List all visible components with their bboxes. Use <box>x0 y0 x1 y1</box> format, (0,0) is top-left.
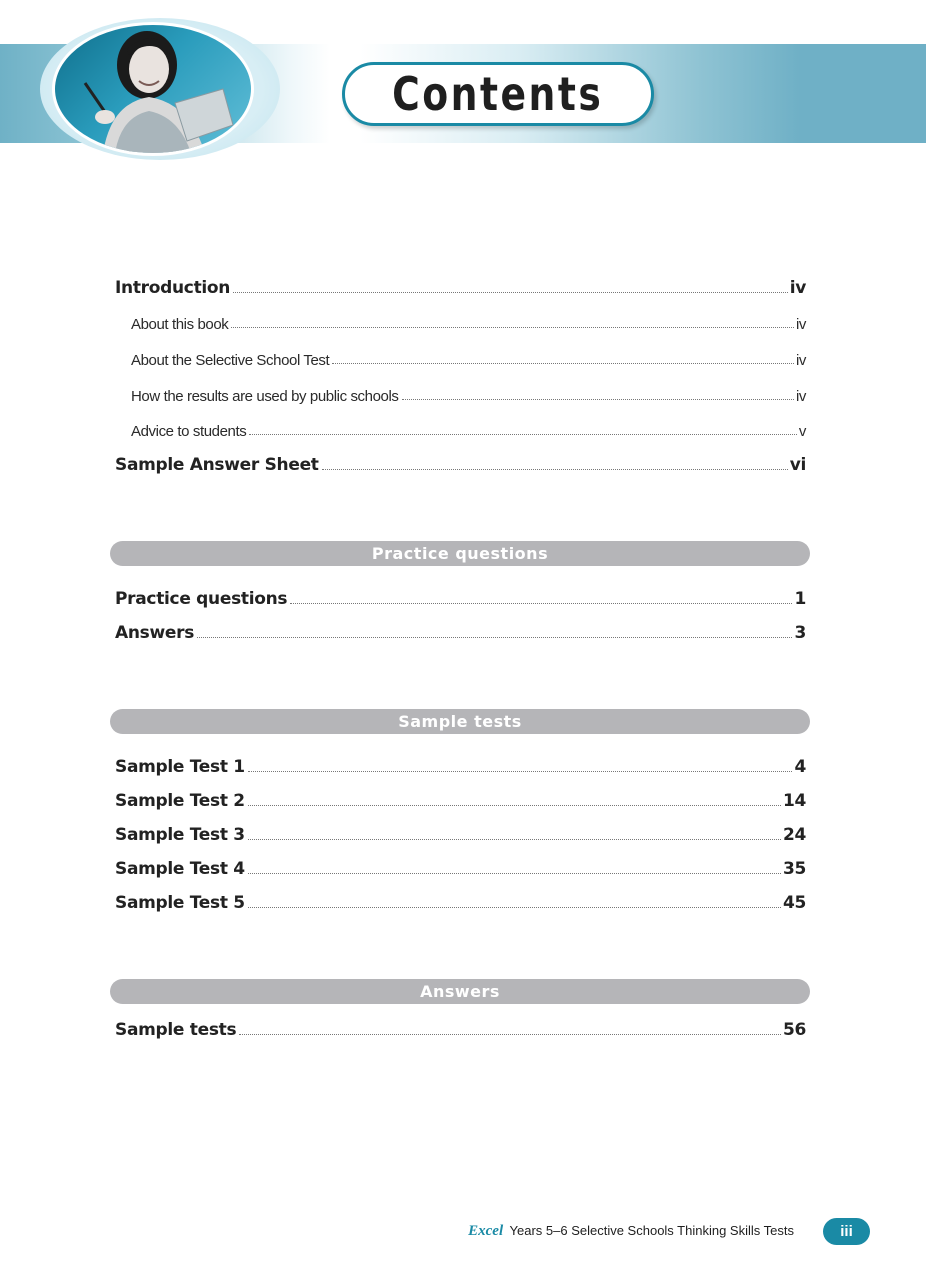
dot-leader <box>332 362 794 364</box>
toc-row[interactable] <box>131 416 806 440</box>
toc-label: Answers <box>115 623 195 643</box>
toc-page: iv <box>795 316 806 333</box>
toc-label: About this book <box>131 316 229 333</box>
footer-brand: Excel <box>468 1223 504 1239</box>
toc-page: 56 <box>782 1020 806 1040</box>
toc-row[interactable] <box>115 889 806 913</box>
dot-leader <box>290 602 792 604</box>
student-photo <box>52 22 254 156</box>
dot-leader <box>197 636 792 638</box>
toc-label: About the Selective School Test <box>131 352 330 369</box>
title-pill <box>342 62 654 126</box>
dot-leader <box>322 468 788 470</box>
dot-leader <box>239 1033 781 1035</box>
dot-leader <box>248 872 781 874</box>
toc-page: 14 <box>782 791 806 811</box>
toc-page: 24 <box>782 825 806 845</box>
page-number-badge: iii <box>823 1218 870 1245</box>
toc-page: 4 <box>794 757 806 777</box>
toc-page: vi <box>789 455 806 475</box>
dot-leader <box>248 906 781 908</box>
footer <box>468 1223 794 1240</box>
toc-page: iv <box>795 388 806 405</box>
toc-row[interactable] <box>115 451 806 475</box>
toc-row[interactable] <box>115 753 806 777</box>
toc-row[interactable] <box>115 787 806 811</box>
page-title: Contents <box>392 67 604 121</box>
student-illustration <box>55 25 251 153</box>
dot-leader <box>233 291 788 293</box>
toc-label: Sample tests <box>115 1020 237 1040</box>
toc-label: Sample Test 3 <box>115 825 245 845</box>
dot-leader <box>231 326 794 328</box>
toc-label: Sample Test 1 <box>115 757 245 777</box>
dot-leader <box>249 433 797 435</box>
toc-row[interactable] <box>131 345 806 369</box>
toc-label: Sample Test 2 <box>115 791 245 811</box>
toc-label: Introduction <box>115 278 231 298</box>
section-heading-sample-tests: Sample tests <box>110 709 810 734</box>
toc-row[interactable] <box>115 274 806 298</box>
toc-row[interactable] <box>115 821 806 845</box>
toc-row[interactable] <box>115 619 806 643</box>
toc-label: Advice to students <box>131 423 247 440</box>
dot-leader <box>248 770 793 772</box>
section-heading-answers: Answers <box>110 979 810 1004</box>
toc-label: Sample Answer Sheet <box>115 455 319 475</box>
toc-label: Sample Test 5 <box>115 893 245 913</box>
footer-book-title: Years 5–6 Selective Schools Thinking Skills Tests <box>509 1223 794 1238</box>
dot-leader <box>402 398 794 400</box>
toc-page: 3 <box>794 623 806 643</box>
toc-row[interactable] <box>131 309 806 333</box>
toc-row[interactable] <box>115 855 806 879</box>
toc-row[interactable] <box>115 1016 806 1040</box>
toc-page: 45 <box>782 893 806 913</box>
toc-label: How the results are used by public schools <box>131 388 399 405</box>
section-heading-practice: Practice questions <box>110 541 810 566</box>
toc-page: 1 <box>794 589 806 609</box>
toc-page: v <box>798 423 806 440</box>
dot-leader <box>248 838 781 840</box>
toc-label: Practice questions <box>115 589 288 609</box>
toc-row[interactable] <box>115 585 806 609</box>
toc-page: iv <box>789 278 806 298</box>
toc-label: Sample Test 4 <box>115 859 245 879</box>
toc-row[interactable] <box>131 381 806 405</box>
toc-page: iv <box>795 352 806 369</box>
toc-page: 35 <box>782 859 806 879</box>
dot-leader <box>248 804 781 806</box>
